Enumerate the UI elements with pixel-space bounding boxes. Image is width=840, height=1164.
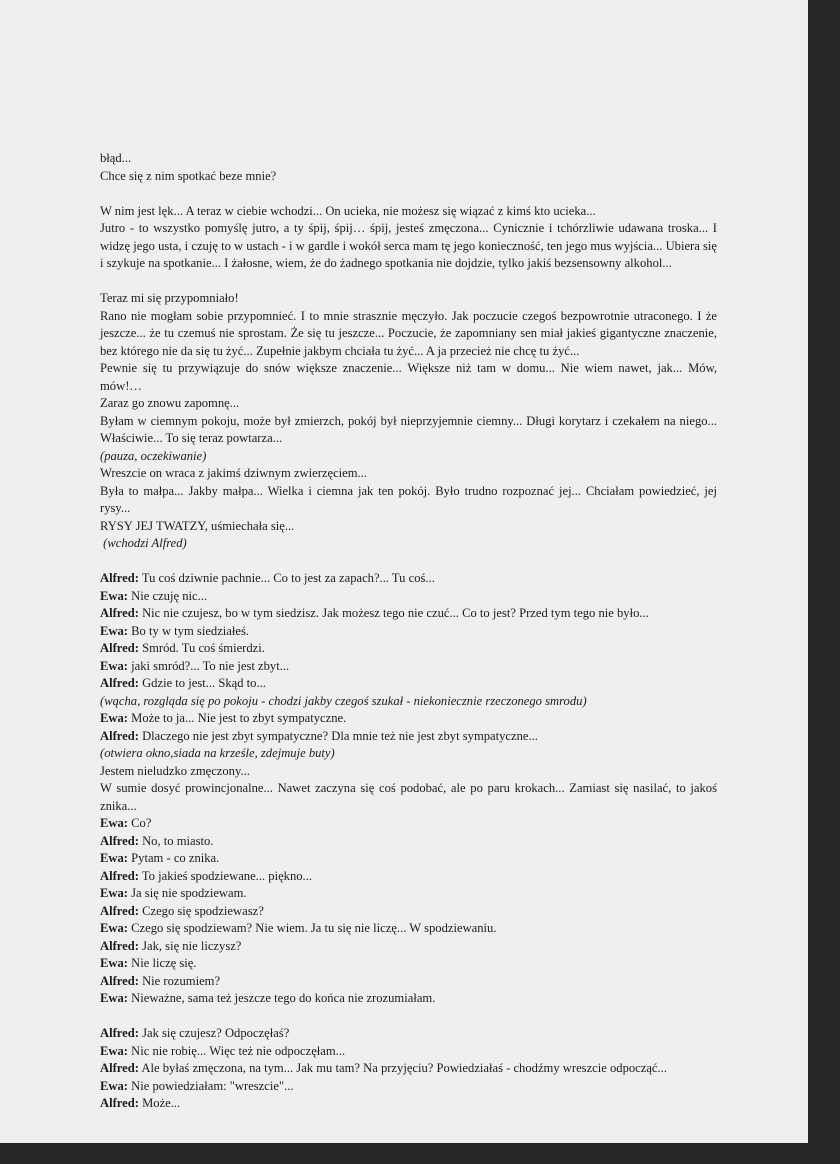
dialogue-line	[100, 990, 717, 1008]
monologue-line: Zaraz go znowu zapomnę...	[100, 396, 240, 410]
speaker-name: Ewa:	[100, 1043, 128, 1058]
dialogue-text: Pytam - co znika.	[128, 851, 220, 865]
dialogue-line	[100, 1043, 717, 1061]
monologue-paragraph: Pewnie się tu przywiązuje do snów większe znaczenie... Większe niż tam w domu... Nie wiem nawet, jak... Mów, mów!…	[100, 361, 717, 393]
dialogue-line	[100, 588, 717, 606]
monologue-line: błąd...	[100, 151, 132, 165]
dialogue-line	[100, 710, 717, 728]
speaker-name: Ewa:	[100, 588, 128, 603]
monologue-line: Jestem nieludzko zmęczony...	[100, 763, 250, 778]
speaker-name: Ewa:	[100, 921, 128, 935]
dialogue-text: Jak, się nie liczysz?	[138, 938, 242, 953]
dialogue-line	[100, 658, 717, 676]
dialogue-text: Gdzie to jest... Skąd to...	[138, 676, 266, 690]
dialogue-text: Ale byłaś zmęczona, na tym... Jak mu tam? Na przyjęciu? Powiedziałaś - chodźmy wreszcie odpocząć...	[138, 1061, 667, 1075]
dialogue-text: Dlaczego nie jest zbyt sympatyczne? Dla mnie też nie jest zbyt sympatyczne...	[138, 728, 538, 743]
dialogue-line	[100, 1078, 717, 1096]
speaker-name: Alfred:	[100, 1026, 139, 1040]
dialogue-text: Nic nie czujesz, bo w tym siedzisz. Jak możesz tego nie czuć... Co to jest? Przed tym tego nie było...	[138, 606, 649, 620]
speaker-name: Ewa:	[100, 956, 128, 970]
monologue-paragraph: Była to małpa... Jakby małpa... Wielka i ciemna jak ten pokój. Było trudno rozpoznać jej... Chciałam powiedzieć, jej rysy...	[100, 483, 717, 515]
dialogue-line	[100, 1025, 717, 1043]
speaker-name: Alfred:	[100, 833, 139, 848]
dialogue-text: Jak się czujesz? Odpoczęłaś?	[138, 1026, 290, 1040]
speaker-name: Alfred:	[100, 1061, 139, 1075]
dialogue-line	[100, 728, 717, 746]
dialogue-line	[100, 885, 717, 903]
dialogue-text: Tu coś dziwnie pachnie... Co to jest za zapach?... Tu coś...	[138, 571, 435, 585]
speaker-name: Alfred:	[100, 571, 139, 585]
monologue-paragraph: Jutro - to wszystko pomyślę jutro, a ty śpij, śpij… śpij, jesteś zmęczona... Cynicznie i tchórzliwie udawana troska... I widzę jego usta, i czuję to w ustach - i w gardle i wokół serca mam tę jego konieczność, ten jego mus wyjścia... Ubiera się i szykuje na spotkanie... I żałosne, wiem, że do żadnego spotkania nie dojdzie, tylko jakiś bezsensowny alkohol...	[100, 221, 717, 270]
speaker-name: Alfred:	[100, 676, 139, 690]
dialogue-line	[100, 1095, 717, 1113]
stage-direction: (wchodzi Alfred)	[100, 536, 187, 550]
speaker-name: Ewa:	[100, 658, 128, 673]
monologue-paragraph: Rano nie mogłam sobie przypomnieć. I to mnie strasznie męczyło. Jak poczucie czegoś bezpowrotnie utraconego. I że jeszcze... że tu czemuś nie sprostam. Że się tu jeszcze... Poczucie, że zapomniany sen miał jakieś gigantyczne znaczenie, bez którego nie da się tu żyć... Zupełnie jakbym chciała tu żyć... A ja przecież nie chcę tu żyć...	[100, 308, 717, 358]
dialogue-line	[100, 675, 717, 693]
dialogue-line	[100, 920, 717, 938]
speaker-name: Alfred:	[100, 1096, 139, 1110]
dialogue-text: jaki smród?... To nie jest zbyt...	[128, 658, 290, 673]
dialogue-line	[100, 833, 717, 851]
dialogue-text: Nie czuję nic...	[128, 588, 208, 603]
monologue-line: Wreszcie on wraca z jakimś dziwnym zwierzęciem...	[100, 466, 367, 480]
speaker-name: Alfred:	[100, 903, 139, 918]
speaker-name: Alfred:	[100, 641, 139, 655]
blank-line	[100, 185, 717, 203]
scan-border-right	[808, 0, 840, 1164]
dialogue-text: Może...	[138, 1096, 181, 1110]
stage-direction: (otwiera okno,siada na krześle, zdejmuje buty)	[100, 746, 335, 760]
stage-direction: (pauza, oczekiwanie)	[100, 448, 207, 463]
speaker-name: Ewa:	[100, 623, 128, 638]
dialogue-line	[100, 903, 717, 921]
speaker-name: Alfred:	[100, 973, 139, 988]
play-script	[100, 150, 717, 1113]
monologue-line: Teraz mi się przypomniało!	[100, 291, 239, 305]
speaker-name: Alfred:	[100, 606, 139, 620]
scan-border-bottom	[0, 1143, 840, 1164]
dialogue-text: Może to ja... Nie jest to zbyt sympatyczne.	[128, 711, 347, 725]
dialogue-text: Bo ty w tym siedziałeś.	[128, 623, 250, 638]
speaker-name: Ewa:	[100, 991, 128, 1005]
blank-line	[100, 553, 717, 571]
blank-line	[100, 1008, 717, 1026]
dialogue-text: Nieważne, sama też jeszcze tego do końca nie zrozumiałam.	[128, 991, 436, 1005]
monologue-line: Chce się z nim spotkać beze mnie?	[100, 168, 277, 183]
dialogue-text: Co?	[128, 816, 152, 830]
dialogue-text: No, to miasto.	[138, 833, 214, 848]
speaker-name: Ewa:	[100, 816, 128, 830]
dialogue-text: To jakieś spodziewane... piękno...	[138, 868, 312, 883]
dialogue-line	[100, 605, 717, 623]
speaker-name: Ewa:	[100, 886, 128, 900]
speaker-name: Alfred:	[100, 868, 139, 883]
monologue-line: W nim jest lęk... A teraz w ciebie wchodzi... On ucieka, nie możesz się wiązać z kimś kto ucieka...	[100, 203, 596, 218]
monologue-paragraph: W sumie dosyć prowincjonalne... Nawet zaczyna się coś podobać, ale po paru krokach... Zamiast się nasilać, to jakoś znika...	[100, 781, 717, 813]
dialogue-text: Nic nie robię... Więc też nie odpoczęłam...	[128, 1043, 346, 1058]
dialogue-line	[100, 570, 717, 588]
dialogue-line	[100, 623, 717, 641]
dialogue-text: Ja się nie spodziewam.	[128, 886, 247, 900]
speaker-name: Alfred:	[100, 938, 139, 953]
dialogue-text: Nie powiedziałam: "wreszcie"...	[128, 1078, 294, 1093]
blank-line	[100, 273, 717, 291]
speaker-name: Ewa:	[100, 711, 128, 725]
dialogue-line	[100, 815, 717, 833]
dialogue-line	[100, 955, 717, 973]
dialogue-line	[100, 868, 717, 886]
speaker-name: Ewa:	[100, 1078, 128, 1093]
dialogue-text: Smród. Tu coś śmierdzi.	[138, 641, 265, 655]
monologue-line: RYSY JEJ TWATZY, uśmiechała się...	[100, 518, 295, 533]
dialogue-line	[100, 640, 717, 658]
dialogue-text: Czego się spodziewam? Nie wiem. Ja tu się nie liczę... W spodziewaniu.	[128, 921, 497, 935]
monologue-paragraph: Byłam w ciemnym pokoju, może był zmierzch, pokój był nieprzyjemnie ciemny... Długi korytarz i czekałem na niego... Właściwie... To się teraz powtarza...	[100, 413, 717, 445]
dialogue-text: Nie rozumiem?	[138, 973, 221, 988]
dialogue-line	[100, 938, 717, 956]
dialogue-line	[100, 850, 717, 868]
dialogue-text: Czego się spodziewasz?	[138, 903, 264, 918]
dialogue-line	[100, 973, 717, 991]
dialogue-line	[100, 1060, 717, 1078]
stage-direction: (wącha, rozgląda się po pokoju - chodzi jakby czegoś szukał - niekoniecznie rzeczonego smrodu)	[100, 693, 587, 708]
speaker-name: Alfred:	[100, 728, 139, 743]
speaker-name: Ewa:	[100, 851, 128, 865]
dialogue-text: Nie liczę się.	[128, 956, 197, 970]
